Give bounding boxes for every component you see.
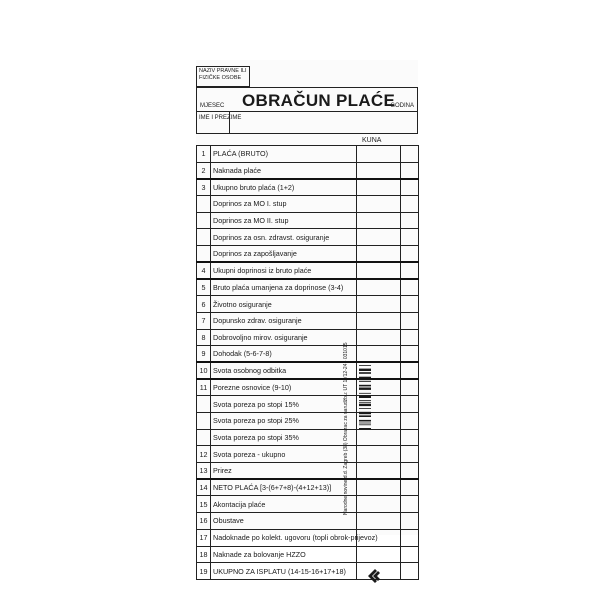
row-number: 18 [197,546,211,563]
payroll-table [196,145,419,580]
table-row [197,312,419,329]
table-row [197,179,419,196]
table-row [197,496,419,513]
year-label: GODINA [390,103,414,109]
amount-cell[interactable] [357,179,401,196]
table-row [197,212,419,229]
table-row [197,346,419,363]
barcode-bar [359,408,371,409]
row-number: 10 [197,362,211,379]
name-divider [229,112,230,133]
org-label: NAZIV PRAVNE ILI FIZIČKE OSOBE [199,68,247,81]
row-label: Doprinos za MO II. stup [211,212,357,229]
barcode-bar [359,424,371,425]
row-label: Životno osiguranje [211,296,357,313]
row-number [197,229,211,246]
row-label: Svota osobnog odbitka [211,362,357,379]
row-number [197,196,211,213]
row-label: Bruto plaća umanjena za doprinose (3-4) [211,279,357,296]
row-number: 17 [197,529,211,546]
amount-cell[interactable] [357,229,401,246]
table-row [197,329,419,346]
month-label: MJESEC [200,103,225,109]
row-label: Doprinos za osn. zdravst. osiguranje [211,229,357,246]
row-label: PLAĆA (BRUTO) [211,146,357,163]
amount-cell[interactable] [357,312,401,329]
title-box [196,87,418,112]
amount-cell[interactable] [357,162,401,179]
amount-cell[interactable] [357,296,401,313]
row-number: 11 [197,379,211,396]
row-label: Svota poreza po stopi 35% [211,429,357,446]
lipa-cell[interactable] [401,463,419,480]
amount-cell[interactable] [357,279,401,296]
row-number [197,413,211,430]
lipa-cell[interactable] [401,196,419,213]
currency-label: KUNA [362,137,382,144]
lipa-cell[interactable] [401,212,419,229]
table-row [197,279,419,296]
lipa-cell[interactable] [401,446,419,463]
row-number: 15 [197,496,211,513]
row-number: 5 [197,279,211,296]
barcode [359,365,375,473]
table-row [197,413,419,430]
barcode-bar [359,415,371,417]
publisher-text: Narodne novine d.d. Zagreb (38) Obrazac za narudžbu: UT 1V12-24 - 031015 [343,342,349,515]
row-label: Dopunsko zdrav. osiguranje [211,312,357,329]
lipa-cell[interactable] [401,146,419,163]
amount-cell[interactable] [357,262,401,279]
lipa-cell[interactable] [401,329,419,346]
lipa-cell[interactable] [401,379,419,396]
row-label: Dohodak (5-6-7-8) [211,346,357,363]
row-label: Nadoknade po kolekt. ugovoru (topli obrok-prijevoz) [211,529,357,546]
barcode-bar [359,428,371,430]
name-field[interactable] [196,112,418,134]
row-number: 4 [197,262,211,279]
table-row [197,463,419,480]
table-row [197,546,419,563]
lipa-cell[interactable] [401,179,419,196]
publisher-logo-icon [366,567,384,585]
amount-cell[interactable] [357,479,401,496]
row-label: Porezne osnovice (9-10) [211,379,357,396]
barcode-bar [359,377,371,379]
barcode-bar [359,385,371,387]
name-label: IME I PREZIME [199,115,242,121]
lipa-cell[interactable] [401,429,419,446]
lipa-cell[interactable] [401,513,419,530]
lipa-cell[interactable] [401,479,419,496]
lipa-cell[interactable] [401,413,419,430]
table-row [197,563,419,580]
amount-cell[interactable] [357,146,401,163]
table-row [197,429,419,446]
row-number: 2 [197,162,211,179]
table-row [197,146,419,163]
barcode-bar [359,402,371,403]
amount-cell[interactable] [357,496,401,513]
row-label: Svota poreza po stopi 15% [211,396,357,413]
payroll-form [196,60,418,576]
row-number: 3 [197,179,211,196]
lipa-cell[interactable] [401,296,419,313]
lipa-cell[interactable] [401,162,419,179]
barcode-bar [359,404,371,406]
row-label: Doprinos za zapošljavanje [211,246,357,263]
table-row [197,479,419,496]
amount-cell[interactable] [357,212,401,229]
table-row [197,229,419,246]
row-number [197,246,211,263]
table-row [197,196,419,213]
row-number: 6 [197,296,211,313]
barcode-bar [359,396,371,398]
barcode-bar [359,379,371,380]
lipa-cell[interactable] [401,529,419,546]
lipa-cell[interactable] [401,312,419,329]
row-label: NETO PLAĆA [3-(6+7+8)-(4+12+13)] [211,479,357,496]
row-number: 8 [197,329,211,346]
barcode-bar [359,400,371,401]
table-row [197,362,419,379]
barcode-bar [359,412,371,414]
table-row [197,162,419,179]
row-number: 13 [197,463,211,480]
barcode-bar [359,423,371,424]
form-title: OBRAČUN PLAĆE [242,91,396,110]
barcode-bar [359,388,371,390]
barcode-bar [359,365,371,366]
lipa-cell[interactable] [401,229,419,246]
amount-cell[interactable] [357,246,401,263]
barcode-bar [359,369,371,371]
lipa-cell[interactable] [401,279,419,296]
amount-cell[interactable] [357,546,401,563]
table-row [197,513,419,530]
row-number: 1 [197,146,211,163]
lipa-cell[interactable] [401,262,419,279]
row-number [197,212,211,229]
row-label: Ukupno bruto plaća (1+2) [211,179,357,196]
table-row [197,262,419,279]
row-number: 12 [197,446,211,463]
row-label: Naknade za bolovanje HZZO [211,546,357,563]
row-number: 7 [197,312,211,329]
lipa-cell[interactable] [401,346,419,363]
row-label: Naknada plaće [211,162,357,179]
barcode-bar [359,420,371,422]
barcode-bar [359,393,371,394]
lipa-cell[interactable] [401,246,419,263]
row-number: 19 [197,563,211,580]
amount-cell[interactable] [357,329,401,346]
row-number: 9 [197,346,211,363]
row-label: Svota poreza po stopi 25% [211,413,357,430]
table-row [197,529,419,546]
amount-cell[interactable] [357,513,401,530]
row-label: Dobrovoljno mirov. osiguranje [211,329,357,346]
table-row [197,396,419,413]
row-number [197,396,211,413]
table-row [197,296,419,313]
table-row [197,446,419,463]
lipa-cell[interactable] [401,396,419,413]
row-label: Ukupni doprinosi iz bruto plaće [211,262,357,279]
amount-cell[interactable] [357,196,401,213]
table-row [197,246,419,263]
lipa-cell[interactable] [401,563,419,580]
row-label: Doprinos za MO I. stup [211,196,357,213]
org-name-box[interactable] [196,66,250,87]
amount-cell[interactable] [357,346,401,363]
row-label: Akontacija plaće [211,496,357,513]
lipa-cell[interactable] [401,496,419,513]
row-label: Obustave [211,513,357,530]
lipa-cell[interactable] [401,546,419,563]
row-label: UKUPNO ZA ISPLATU (14-15-16+17+18) [211,563,357,580]
row-number [197,429,211,446]
row-number: 16 [197,513,211,530]
row-label: Prirez [211,463,357,480]
lipa-cell[interactable] [401,362,419,379]
table-row [197,379,419,396]
barcode-bar [359,372,371,374]
barcode-bar [359,381,371,382]
row-number: 14 [197,479,211,496]
row-label: Svota poreza - ukupno [211,446,357,463]
